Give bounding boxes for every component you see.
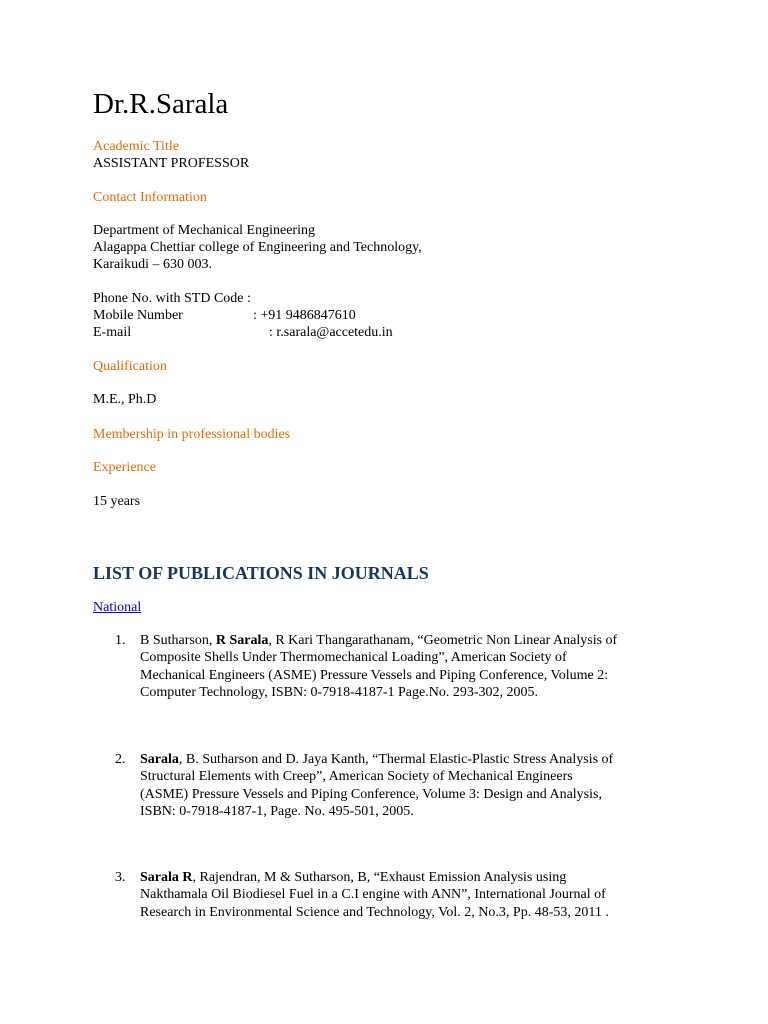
publication-line xyxy=(140,869,680,886)
publication-line xyxy=(140,751,680,768)
publication-line xyxy=(140,632,680,649)
email-value: : r.sarala@accetedu.in xyxy=(269,325,393,340)
address-line: Karaikudi – 630 003. xyxy=(93,257,212,272)
address-block xyxy=(93,222,422,273)
publication-line: Structural Elements with Creep”, American Society of Mechanical Engineers xyxy=(140,769,573,785)
publication-line: Composite Shells Under Thermomechanical Loading”, American Society of xyxy=(140,650,567,666)
mobile-value: : +91 9486847610 xyxy=(253,308,356,323)
citation-text: , Rajendran, M & Sutharson, B, “Exhaust Emission Analysis using xyxy=(192,870,567,885)
highlighted-author: Sarala R xyxy=(140,870,193,885)
experience-heading: Experience xyxy=(93,460,156,475)
publication-line: Research in Environmental Science and Technology, Vol. 2, No.3, Pp. 48-53, 2011 . xyxy=(140,904,609,920)
publication-line: Computer Technology, ISBN: 0-7918-4187-1 Page.No. 293-302, 2005. xyxy=(140,685,538,701)
mobile-label: Mobile Number xyxy=(93,308,183,323)
author-text: B Sutharson, xyxy=(140,633,216,648)
experience-value: 15 years xyxy=(93,494,141,509)
publication-text xyxy=(140,869,680,921)
address-line: Alagappa Chettiar college of Engineering and Technology, xyxy=(93,240,422,255)
publication-line: ISBN: 0-7918-4187-1, Page. No. 495-501, 2005. xyxy=(140,804,414,820)
academic-title-heading: Academic Title xyxy=(93,139,179,154)
highlighted-author: Sarala xyxy=(140,752,179,767)
phone-label: Phone No. with STD Code : xyxy=(93,291,251,306)
publication-number: 1. xyxy=(115,633,126,648)
citation-text: , B. Sutharson and D. Jaya Kanth, “Thermal Elastic-Plastic Stress Analysis of xyxy=(178,752,614,767)
publication-number: 2. xyxy=(115,752,126,767)
publication-text xyxy=(140,751,680,821)
address-line: Department of Mechanical Engineering xyxy=(93,223,315,238)
publication-line: Mechanical Engineers (ASME) Pressure Vessels and Piping Conference, Volume 2: xyxy=(140,667,609,683)
national-link[interactable]: National xyxy=(93,600,142,615)
publications-title: LIST OF PUBLICATIONS IN JOURNALS xyxy=(93,563,429,583)
person-name: Dr.R.Sarala xyxy=(93,88,229,120)
publication-text xyxy=(140,632,680,702)
publication-number: 3. xyxy=(115,870,126,885)
contact-information-heading: Contact Information xyxy=(93,190,207,205)
email-label: E-mail xyxy=(93,325,132,340)
highlighted-author: R Sarala xyxy=(215,633,269,648)
qualification-heading: Qualification xyxy=(93,359,167,374)
qualification-value: M.E., Ph.D xyxy=(93,392,157,407)
publication-line: (ASME) Pressure Vessels and Piping Conference, Volume 3: Design and Analysis, xyxy=(140,786,602,802)
citation-text: , R Kari Thangarathanam, “Geometric Non Linear Analysis of xyxy=(268,633,618,648)
publication-line: Nakthamala Oil Biodiesel Fuel in a C.I engine with ANN”, International Journal of xyxy=(140,887,606,903)
academic-title-value: ASSISTANT PROFESSOR xyxy=(93,156,250,171)
membership-heading: Membership in professional bodies xyxy=(93,427,291,442)
